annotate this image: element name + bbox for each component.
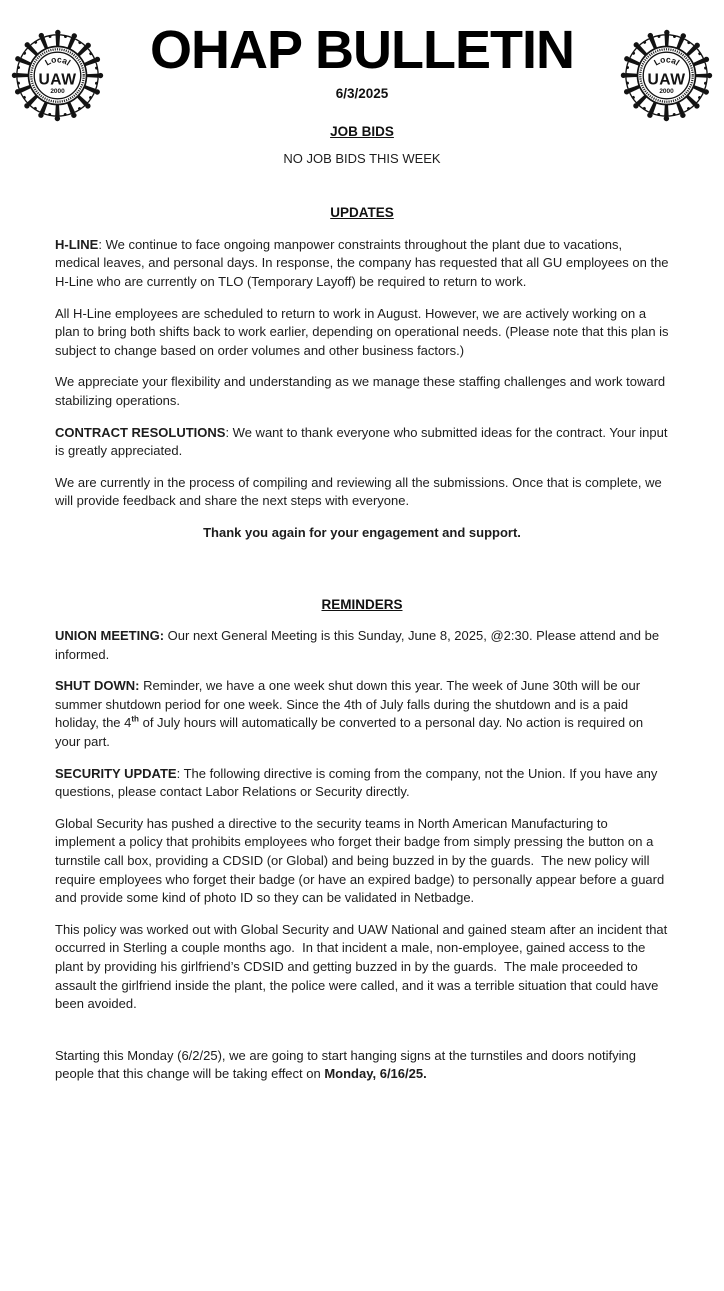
bulletin-body [55, 123, 673, 1084]
paragraph-h-line: H-LINE: We continue to face ongoing manpower constraints throughout the plant due to vacations, medical leaves, and personal days. In response, the company has requested that all GU employees on the H-Line who are currently on TLO (Temporary Layoff) be required to return to work. [55, 236, 673, 289]
paragraph-union-meeting: UNION MEETING: Our next General Meeting is this Sunday, June 8, 2025, @2:30. Please attend and be informed. [55, 628, 663, 662]
paragraph-compiling-submissions: We are currently in the process of compiling and reviewing all the submissions. Once that is complete, we will provide feedback and share the next steps with everyone. [55, 474, 666, 509]
paragraph-signs-notice: Starting this Monday (6/2/25), we are going to start hanging signs at the turnstiles and doors notifying people that this change will be taking effect on Monday, 6/16/25. [55, 1047, 640, 1082]
reminders-heading: REMINDERS [321, 596, 403, 612]
updates-heading: UPDATES [330, 205, 394, 221]
uaw-local-2000-logo-right-icon [619, 28, 714, 123]
paragraph-global-security-directive: Global Security has pushed a directive to the security teams in North American Manufacturing to implement a policy that prohibits employees who forget their badge from simply pressing the button on a turnstile call box, providing a CDSID (or Global) and being buzzed in by the guards. The new policy will require employees who forget their badge (or have an expired badge) to personally appear before a guard and provide some kind of photo ID so they can be validated in Netbadge. [55, 815, 668, 906]
paragraph-thank-you: Thank you again for your engagement and support. [203, 524, 521, 540]
paragraph-august-return: All H-Line employees are scheduled to return to work in August. However, we are actively working on a plan to bring both shifts back to work earlier, depending on operational needs. (Please note that this plan is subject to change based on order volumes and other business factors.) [55, 305, 673, 358]
uaw-local-2000-logo-left-icon [10, 28, 105, 123]
bulletin-date: 6/3/2025 [335, 86, 389, 101]
job-bids-notice: NO JOB BIDS THIS WEEK [283, 150, 441, 166]
paragraph-security-update: SECURITY UPDATE: The following directive is coming from the company, not the Union. If you have any questions, please contact Labor Relations or Security directly. [55, 765, 661, 800]
bulletin-header [0, 22, 724, 103]
bulletin-title: OHAP BULLETIN [149, 20, 574, 80]
paragraph-shut-down: SHUT DOWN: Reminder, we have a one week shut down this year. The week of June 30th will be our summer shutdown period for one week. Since the 4th of July falls during the shutdown and is a paid holiday, the 4th of July hours will automatically be converted to a personal day. No action is required on your part. [55, 678, 647, 750]
paragraph-policy-incident: This policy was worked out with Global Security and UAW National and gained steam after an incident that occurred in Sterling a couple months ago. In that incident a male, non-employee, gained access to the plant by providing his girlfriend’s CDSID and getting buzzed in by the guards. The male proceeded to assault the girlfriend inside the plant, the police were called, and it was a terrible situation that could have been avoided. [55, 921, 671, 1012]
paragraph-contract-resolutions: CONTRACT RESOLUTIONS: We want to thank everyone who submitted ideas for the contract. Your input is greatly appreciated. [55, 424, 672, 459]
paragraph-appreciation: We appreciate your flexibility and understanding as we manage these staffing challenges and work toward stabilizing operations. [55, 374, 669, 408]
job-bids-heading: JOB BIDS [330, 124, 394, 139]
